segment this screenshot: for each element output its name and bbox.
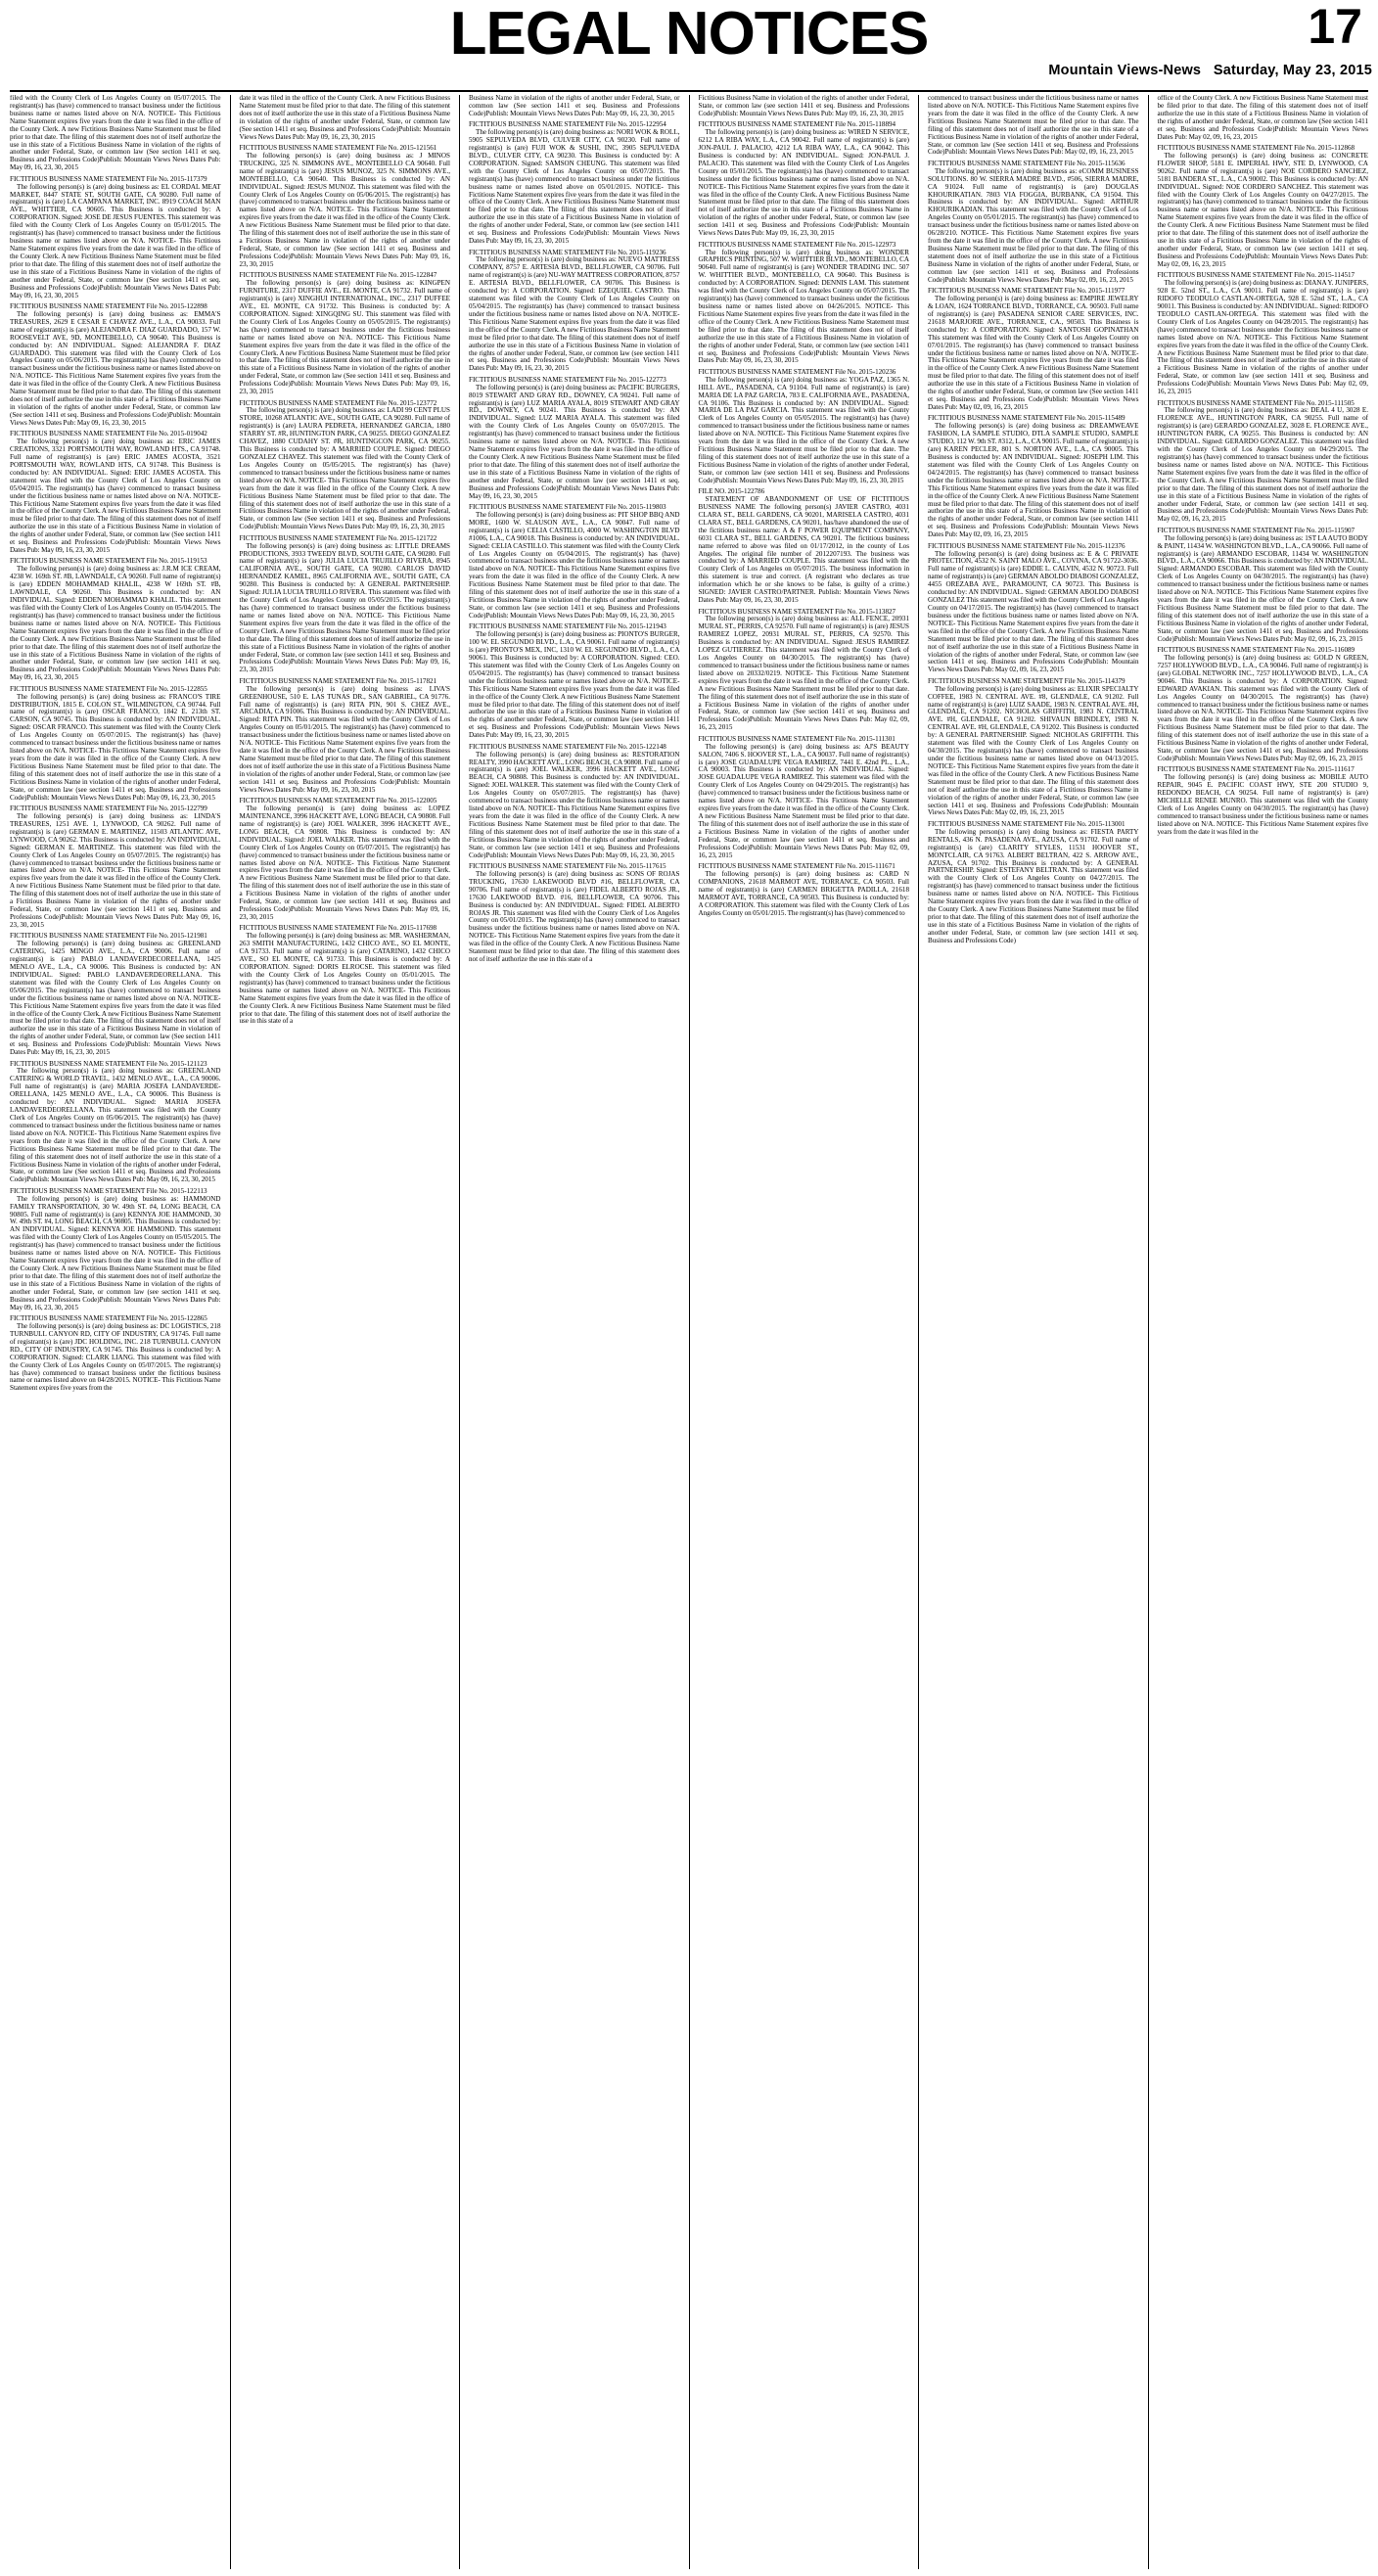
publication-name: Mountain Views-News bbox=[1048, 63, 1202, 78]
notice-body: The following person(s) is (are) doing business as: DEAL 4 U, 3028 E. FLORENCE AVE., HUNTINGTON PARK, CA 90255. Full name of registrant(s) is (are) GERARDO GONZALEZ, 3028 E. FLORENCE AVE., HUNTINGTON PARK, CA 90255. This Business is conducted by: AN INDIVIDUAL. Signed: GERARDO GONZALEZ. This statement was filed with the County Clerk of Los Angeles County on 04/29/2015. The registrant(s) has (have) commenced to transact business under the fictitious business name or names listed above on N/A. NOTICE- This Fictitious Name Statement expires five years from the date it was filed in the office of the County Clerk. A new Fictitious Business Name Statement must be filed prior to that date. The filing of this statement does not of itself authorize the use in this state of a Fictitious Business Name in violation of the rights of another under Federal, State, or common law (see section 1411 et seq. Business and Professions Code)Publish: Mountain Views News Dates Pub: May 02, 09, 16, 23, 2015 bbox=[1157, 406, 1368, 524]
notice-body: The following person(s) is (are) doing business as: LITTLE DREAMS PRODUCTIONS, 3933 TWEEDY BLVD, SOUTH GATE, CA 90280. Full name of registrant(s) is (are) JULIA LUCIA TRUJILLO RIVERA, 8945 CALIFORNIA AVE., SOUTH GATE, CA 90280. CARLOS DAVID HERNANDEZ KAMEL, 8965 CALIFORNIA AVE., SOUTH GATE, CA 90280. This Business is conducted by: A GENERAL PARTNERSHIP. Signed: JULIA LUCIA TRUJILLO RIVERA. This statement was filed with the County Clerk of Los Angeles County on 05/05/2015. The registrant(s) has (have) commenced to transact business under the fictitious business name or names listed above on N/A. NOTICE- This Fictitious Name Statement expires five years from the date it was filed in the office of the County Clerk. A new Fictitious Business Name Statement must be filed prior to that date. The filing of this statement does not of itself authorize the use in this state of a Fictitious Business Name in violation of the rights of another under Federal, State, or common law (see section 1411 et seq. Business and Professions Code)Publish: Mountain Views News Dates Pub: May 09, 16, 23, 30, 2015 bbox=[239, 541, 450, 674]
notice-heading: FICTITIOUS BUSINESS NAME STATEMENT File No. 2015-122113 bbox=[10, 1186, 207, 1195]
notice-heading: FICTITIOUS BUSINESS NAME STATEMENT File No. 2015-122954 bbox=[469, 120, 666, 129]
notice-body: The following person(s) is (are) doing business as: GREENLAND CATERING & WORLD TRAVEL, 1432 MENLO AVE., L.A., CA 90006. Full name of registrant(s) is (are) MARIA JOSEFA LANDAVERDE-ORELLANA, 1425 MENLO AVE., L.A., CA 90006. This Business is conducted by: AN INDIVIDUAL. Signed: MARIA JOSEFA LANDAVERDEORELLANA. This statement was filed with the County Clerk of Los Angeles County on 05/06/2015. The registrant(s) has (have) commenced to transact business under the fictitious business name or names listed above on N/A. NOTICE- This Fictitious Name Statement expires five years from the date it was filed in the office of the County Clerk. A new Fictitious Business Name Statement must be filed prior to that date. The filing of this statement does not of itself authorize the use in this state of a Fictitious Business Name in violation of the rights of another under Federal, State, or common law (See section 1411 et seq. Business and Professions Code)Publish: Mountain Views News Dates Pub: May 09, 16, 23, 30, 2015 bbox=[10, 1067, 221, 1184]
notice-body: The following person(s) is (are) doing business as: eCOMM BUSINESS SOLUTIONS. 80 W. SIERRA MADRE BLVD., #506, SIERRA MADRE, CA 91024. Full name of registrant(s) is (are) DOUGLAS KHOURIKATIAN. 7803 VIA FOGGIA, BURBANK, CA 91504. This Business is conducted by: AN INDIVIDUAL. Signed: ARTHUR KHOURIKADIAN. This statement was filed with the County Clerk of Los Angeles County on 05/01/2015. The registrant(s) has (have) commenced to transact business under the fictitious business name or names listed above on 06/28/210. NOTICE- This Fictitious Name Statement expires five years from the date it was filed in the office of the County Clerk. A new Fictitious Business Name Statement must be filed prior to that date. The filing of this statement does not of itself authorize the use in this state of a Fictitious Business Name in violation of the rights of another under Federal, State, or common law (see section 1411 et seq. Business and Professions Code)Publish: Mountain Views News Dates Pub: May 02, 09, 16, 23, 2015 bbox=[928, 166, 1139, 284]
notice-body: The following person(s) is (are) doing business as: AJ'S BEAUTY SALON, 7406 S. HOOVER ST., L.A., CA 90037. Full name of registrant(s) is (are) JOSE GUADALUPE VEGA RAMIREZ, 7441 E. 42nd PL., L.A., CA 90003. This Business is conducted by: AN INDIVIDUAL. Signed: JOSE GUADALUPE VEGA RAMIREZ. This statement was filed with the County Clerk of Los Angeles County on 04/29/2015. The registrant(s) has (have) commenced to transact business under the fictitious business name or names listed above on N/A. NOTICE- This Fictitious Name Statement expires five years from the date it was filed in the office of the County Clerk. A new Fictitious Business Name Statement must be filed prior to that date. The filing of this statement does not of itself authorize the use in this state of a Fictitious Business Name in violation of the rights of another under Federal, State, or common law (see section 1411 et seq. Business and Professions Code)Publish: Mountain Views News Dates Pub: May 02, 09, 16, 23, 2015 bbox=[698, 742, 909, 859]
notice-heading: FICTITIOUS BUSINESS NAME STATEMENT File No. 2015-119153 bbox=[10, 557, 207, 566]
notice-heading: FICTITIOUS BUSINESS NAME STATEMENT File No. 2015-111671 bbox=[698, 862, 896, 870]
notice-body: The following person(s) is (are) doing business as: LADI 99 CENT PLUS STORE, 10268 ATLANTIC AVE., SOUTH GATE, CA 90280. Full name of registrant(s) is (are) LAURA PEDRETA, HERNANDEZ GARCIA, 1880 STARRY ST. #R, HUNTINGTON PARK, CA 90255. DIEGO GONZALEZ CHAVEZ, 1880 CUDAHY ST. #R, HUNTINGCON PARK, CA 90255. This Business is conducted by: A MARRIED COUPLE. Signed: DIEGO GONZALEZ CHAVEZ. This statement was filed with the County Clerk of Los Angeles County on 05/05/2015. The registrant(s) has (have) commenced to transact business under the fictitious business name or names listed above on N/A. NOTICE- This Fictitious Name Statement expires five years from the date it was filed in the office of the County Clerk. A new Fictitious Business Name Statement must be filed prior to that date. The filing of this statement does not of itself authorize the use in this state of a Fictitious Business Name in violation of the rights of another under Federal, State, or common law (See section 1411 et seq. Business and Professions Code)Publish: Mountain Views News Dates Pub: May 09, 16, 23, 30, 2015 bbox=[239, 406, 450, 531]
column-3 bbox=[459, 95, 680, 2569]
notice-heading: FICTITIOUS BUSINESS NAME STATEMENT File No. 2015-119803 bbox=[469, 503, 666, 512]
notice-heading: FICTITIOUS BUSINESS NAME STATEMENT File No. 2015-121943 bbox=[469, 622, 666, 631]
notice-body: The following person(s) is (are) doing business as: CARD N COMPANIONS, 21618 MARMOT AVE, TORRANCE, CA 90503. Full name of registrant(s) is (are) CARMEN BRIGETTA PADILLA, 21618 MARMOT AVE, TORRANCE, CA 90503. This Business is conducted by: A CORPORATION. This statement was filed with the County Clerk of Los Angeles County on 05/01/2015. The registrant(s) has (have) commenced to bbox=[698, 869, 909, 917]
notice-heading: FICTITIOUS BUSINESS NAME STATEMENT File No. 2015-019042 bbox=[10, 430, 207, 438]
notice-heading: FICTITIOUS BUSINESS NAME STATEMENT File No. 2015-114517 bbox=[1157, 271, 1355, 280]
notice-heading: FICTITIOUS BUSINESS NAME STATEMENT File No. 2015-122773 bbox=[469, 375, 666, 384]
notice-body: The following person(s) is (are) doing business as: PACIFIC BURGERS, 8019 STEWART AND GRAY RD., DOWNEY, CA 90241. Full name of registrant(s) is (are) LUZ MARIA AYALA, 8019 STEWART AND GRAY RD., DOWNEY, CA 90241. This Business is conducted by: AN INDIVIDUAL. Signed: LUZ MARIA AYALA. This statement was filed with the County Clerk of Los Angeles County on 05/07/2015. The registrant(s) has (have) commenced to transact business under the fictitious business name or names listed above on N/A. NOTICE- This Fictitious Name Statement expires five years from the date it was filed in the office of the County Clerk. A new Fictitious Business Name Statement must be filed prior to that date. The filing of this statement does not of itself authorize the use in this state of a Fictitious Business Name in violation of the rights of another under Federal, State, or common law (see section 1411 et seq. Business and Professions Code)Publish: Mountain Views News Dates Pub: May 09, 16, 23, 30, 2015 bbox=[469, 383, 680, 500]
notice-body: The following person(s) is (are) doing business as: J MINOS TRUCKING, 325 N. SIMMONS AVE., MONTEBELLO CA 90640. Full name of registrant(s) is (are) JESUS MUNOZ, 325 N. SIMMONS AVE., MONTEBELLO, CA 90640. This Business is conducted by: AN INDIVIDUAL. Signed: JESUS MUNOZ. This statement was filed with the County Clerk of Los Angeles County on 05/06/2015. The registrant(s) has (have) commenced to transact business under the fictitious business name or names listed above on N/A. NOTICE- This Fictitious Name Statement expires five years from the date it was filed in the office of the County Clerk. A new Fictitious Business Name Statement must be filed prior to that date. The filing of this statement does not of itself authorize the use in this state of a Fictitious Business Name in violation of the rights of another under Federal, State, or common law (See section 1411 et seq. Business and Professions Code)Publish: Mountain Views News Dates Pub: May 09, 16, 23, 30, 2015 bbox=[239, 151, 450, 268]
notice-heading: FICTITIOUS BUSINESS NAME STATEMENT File No. 2015-122855 bbox=[10, 684, 207, 693]
notice-continuation: Business Name in violation of the rights of another under Federal, State, or common law (See section 1411 et seq. Business and Professions Code)Publish: Mountain Views News Dates Pub: May 09, 16, 23, 30, 2015 bbox=[469, 95, 680, 117]
notice-continuation: date it was filed in the office of the County Clerk. A new Fictitious Business Name Statement must be filed prior to that date. The filing of this statement does not of itself authorize the use in this state of a Fictitious Business Name in violation of the rights of another under Federal, State, or common law (See section 1411 et seq. Business and Professions Code)Publish: Mountain Views News Dates Pub: May 09, 16, 23, 30, 2015 bbox=[239, 95, 450, 141]
notice-heading: FICTITIOUS BUSINESS NAME STATEMENT File No. 2015-117615 bbox=[469, 862, 666, 870]
notice-heading: FICTITIOUS BUSINESS NAME STATEMENT File No. 2015-122847 bbox=[239, 271, 437, 280]
notice-body: The following person(s) is (are) doing business as: YOGA PAZ, 1365 N. HILL AVE., PASADENA, CA 91104. Full name of registrant(s) is (are) MARIA DE LA PAZ GARCIA, 783 E. CALIFORNIA AVE., PASADENA, CA 91106. This Business is conducted by: AN INDIVIDUAL. Signed: MARIA DE LA PAZ GARCIA. This statement was filed with the County Clerk of Los Angeles County on 05/05/2015. The registrant(s) has (have) commenced to transact business under the fictitious business name or names listed above on N/A. NOTICE- This Fictitious Name Statement expires five years from the date it was filed in the office of the County Clerk. A new Fictitious Business Name Statement must be filed prior to that date. The filing of this statement does not of itself authorize the use in this state of a Fictitious Business Name in violation of the rights of another under Federal, State, or common law (see section 1411 et seq. Business and Professions Code)Publish: Mountain Views News Dates Pub: May 09, 16, 23, 30, 2015 bbox=[698, 375, 909, 484]
notice-body: The following person(s) is (are) doing business as: ERIC JAMES CREATIONS, 3321 PORTSMOUTH WAY, ROWLAND HTS., CA 91748. Full name of registrant(s) is (are) ERIC JAMES ACOSTA, 3521 PORTSMOUTH WAY, ROWLAND HTS, CA 91748. This Business is conducted by: AN INDIVIDUAL. Signed: ERIC JAMES ACOSTA. This statement was filed with the County Clerk of Los Angeles County on 05/04/2015. The registrant(s) has (have) commenced to transact business under the fictitious business name or names listed above on N/A. NOTICE- This Fictitious Name Statement expires five years from the date it was filed in the office of the County Clerk. A new Fictitious Business Name Statement must be filed prior to that date. The filing of this statement does not of itself authorize the use in this state of a Fictitious Business Name in violation of the rights of another under Federal, State, or common law (See section 1411 et seq. Business and Professions Code)Publish: Mountain Views News Dates Pub: May 09, 16, 23, 30, 2015 bbox=[10, 437, 221, 555]
notice-heading: FICTITIOUS BUSINESS NAME STATEMENT File No. 2015-119236 bbox=[469, 248, 666, 256]
notice-body: The following person(s) is (are) doing business as: DIANA Y. JUNIPERS, 928 E. 52nd ST., L.A., CA 90011. Full name of registrant(s) is (are) RIDOFO TEODULO CASTLAN-ORTEGA, 928 E. 52nd ST., L.A., CA 90011. This Business is conducted by: AN INDIVIDUAL. Signed: RIDOFO TEODULO CASTLAN-ORTEGA. This statement was filed with the County Clerk of Los Angeles County on 04/28/2015. The registrant(s) has (have) commenced to transact business under the fictitious business name or names listed above on N/A. NOTICE- This Fictitious Name Statement expires five years from the date it was filed in the office of the County Clerk. A new Fictitious Business Name Statement must be filed prior to that date. The filing of this statement does not of itself authorize the use in this state of a Fictitious Business Name in violation of the rights of another under Federal, State, or common law (see section 1411 et seq. Business and Professions Code)Publish: Mountain Views News Dates Pub: May 02, 09, 16, 23, 2015 bbox=[1157, 279, 1368, 396]
notice-body: The following person(s) is (are) doing business as: HAMMOND FAMILY TRANSPORTATION, 30 W. 49th ST. #4, LONG BEACH, CA 90805. Full name of registrant(s) is (are) KENNYA JOE HAMMOND, 30 W. 49th ST. #4, LONG BEACH, CA 90805. This Business is conducted by: AN INDIVIDUAL. Signed: KENNYA JOE HAMMOND. This statement was filed with the County Clerk of Los Angeles County on 05/05/2015. The registrant(s) has (have) commenced to transact business under the fictitious business name or names listed above on N/A. NOTICE- This Fictitious Name Statement expires five years from the date it was filed in the office of the County Clerk. A new Fictitious Business Name Statement must be filed prior to that date. The filing of this statement does not of itself authorize the use in this state of a Fictitious Business Name in violation of the rights of another under Federal, State, or common law (see section 1411 et seq. Business and Professions Code)Publish: Mountain Views News Dates Pub: May 09, 16, 23, 30, 2015 bbox=[10, 1194, 221, 1311]
publication-date: Saturday, May 23, 2015 bbox=[1213, 63, 1372, 78]
notice-heading: FICTITIOUS BUSINESS NAME STATEMENT File No. 2015-111301 bbox=[698, 734, 896, 743]
notice-heading: FILE NO. 2015-122786 bbox=[698, 487, 765, 496]
notice-heading: FICTITIOUS BUSINESS NAME STATEMENT File No. 2015-112376 bbox=[928, 541, 1125, 550]
notice-body: The following person(s) is (are) doing business as: KINGPEN FURNITURE, 2317 DUFFIE AVE., EL MONTE, CA 91732. Full name of registrant(s) is (are) XINGHUI INTERNATIONAL, INC., 2317 DUFFEE AVE., EL MONTE, CA 91732. This Business is conducted by: A CORPORATION. Signed: XINGQING SU. This statement was filed with the County Clerk of Los Angeles County on 05/05/2015. The registrant(s) has (have) commenced to transact business under the fictitious business name or names listed above on N/A. NOTICE- This Fictitious Name Statement expires five years from the date it was filed in the office of the County Clerk. A new Fictitious Business Name Statement must be filed prior to that date. The filing of this statement does not of itself authorize the use in this state of a Fictitious Business Name in violation of the rights of another under Federal, State, or common law (See section 1411 et seq. Business and Professions Code)Publish: Mountain Views News Dates Pub: May 09, 16, 23, 30, 2015 bbox=[239, 279, 450, 396]
masthead-subline bbox=[1048, 63, 1372, 78]
notice-heading: FICTITIOUS BUSINESS NAME STATEMENT File No. 2015-118894 bbox=[698, 120, 896, 129]
notice-body: The following person(s) is (are) doing business as: EMPIRE JEWELRY & LOAN, 1624 TORRANCE BLVD., TORRANCE, CA. 90503. Full name of registrant(s) is (are) PASADENA SENIOR CARE SERVICES, INC. 21618 MARJORIE AVE., TORRANCE, CA., 90503. This Business is conducted by: A CORPORATION. Signed: SANTOSH GOPINATHAN This statement was filed with the County Clerk of Los Angeles County on 07/01/2015. The registrant(s) has (have) commenced to transact business under the fictitious business name or names listed above on N/A. NOTICE- This Fictitious Name Statement expires five years from the date it was filed in the office of the County Clerk. A new Fictitious Business Name Statement must be filed prior to that date. The filing of this statement does not of itself authorize the use in this state of a Fictitious Business Name in violation of the rights of another under Federal, State, or common law (See section 1411 et seq. Business and Professions Code)Publish: Mountain Views News Dates Pub: May 02, 09, 16, 23, 2015 bbox=[928, 295, 1139, 411]
notice-continuation: office of the County Clerk. A new Fictitious Business Name Statement must be filed prior to that date. The filing of this statement does not of itself authorize the use in this state of a Fictitious Business Name in violation of the rights of another under Federal, State, or common law (See section 1411 et seq. Business and Professions Code)Publish: Mountain Views News Dates Pub: May 02, 09, 16, 23, 2015 bbox=[1157, 95, 1368, 141]
notice-heading: FICTITIOUS BUSINESS NAME STATEMENT File No. 2015-111505 bbox=[1157, 398, 1355, 407]
notice-body: The following person(s) is (are) doing business as: DC LOGISTICS, 218 TURNBULL CANYON RD, CITY OF INDUSTRY, CA 91745. Full name of registrant(s) is (are) JDC HOLDING, INC. 218 TURNBULL CANYON RD., CITY OF INDUSTRY, CA 91745. This Business is conducted by: A CORPORATION. Signed: CLARK LIANG. This statement was filed with the County Clerk of Los Angeles County on 05/07/2015. The registrant(s) has (have) commenced to transact business under the fictitious business name or names listed above on 04/28/2015. NOTICE- This Fictitious Name Statement expires five years from the bbox=[10, 1321, 221, 1393]
notice-heading: FICTITIOUS BUSINESS NAME STATEMENT File No. 2015-121722 bbox=[239, 533, 437, 542]
column-2 bbox=[230, 95, 451, 2569]
notice-body: The following person(s) is (are) doing business as: NORI WOK & ROLL, 5905 SEPULVEDA BLVD, CULVER CITY, CA 90230. Full name of registrant(s) is (are) FUJI WOK & SUSHI, INC, 3905 SEPULVEDA BLVD., CULVER CITY, CA 90230. This Business is conducted by: A CORPORATION. Signed: SAMSON CHEUNG. This statement was filed with the County Clerk of Los Angeles County on 05/07/2015. The registrant(s) has (have) commenced to transact business under the fictitious business name or names listed above on 05/01/2015. NOTICE- This Fictitious Name Statement expires five years from the date it was filed in the office of the County Clerk. A new Fictitious Business Name Statement must be filed prior to that date. The filing of this statement does not of itself authorize the use in this state of a Fictitious Business Name in violation of the rights of another under Federal, State, or common law (see section 1411 et seq. Business and Professions Code)Publish: Mountain Views News Dates Pub: May 09, 16, 23, 30, 2015 bbox=[469, 128, 680, 246]
column-5 bbox=[918, 95, 1139, 2569]
notice-body: The following person(s) is (are) doing business as: LIVA'S GREENHOUSE, 510 E. LAS TUNAS DR., SAN GABRIEL, CA 91776. Full name of registrant(s) is (are) RITA PIN, 901 S. CHEZ AVE., ARCADIA, CA 91006. This Business is conducted by: AN INDIVIDUAL. Signed: RITA PIN. This statement was filed with the County Clerk of Los Angeles County on 05/01/2015. The registrant(s) has (have) commenced to transact business under the fictitious business name or names listed above on N/A. NOTICE- This Fictitious Name Statement expires five years from the date it was filed in the office of the County Clerk. A new Fictitious Business Name Statement must be filed prior to that date. The filing of this statement does not of itself authorize the use in this state of a Fictitious Business Name in violation of the rights of another under Federal, State, or common law (see section 1411 et seq. Business and Professions Code)Publish: Mountain Views News Dates Pub: May 09, 16, 23, 30, 2015 bbox=[239, 684, 450, 794]
notice-heading: FICTITIOUS BUSINESS NAME STATEMENT File No. 2015-117698 bbox=[239, 924, 437, 933]
notice-body: The following person(s) is (are) doing business as: RESTORATION REALTY, 3990 HACKETT AVE., LONG BEACH, CA 90808. Full name of registrant(s) is (are) JOEL WALKER, 3996 HACKETT AVE., LONG BEACH, CA 90808. This Business is conducted by: AN INDIVIDUAL. Signed: JOEL WALKER. This statement was filed with the County Clerk of Los Angeles County on 05/07/2015. The registrant(s) has (have) commenced to transact business under the fictitious business name or names listed above on N/A. NOTICE- This Fictitious Name Statement expires five years from the date it was filed in the office of the County Clerk. A new Fictitious Business Name Statement must be filed prior to that date. The filing of this statement does not of itself authorize the use in this state of a Fictitious Business Name in violation of the rights of another under Federal, State, or common law (see section 1411 et seq. Business and Professions Code)Publish: Mountain Views News Dates Pub: May 09, 16, 23, 30, 2015 bbox=[469, 750, 680, 859]
notice-continuation: commenced to transact business under the fictitious business name or names listed above on N/A. NOTICE- This Fictitious Name Statement expires five years from the date it was filed in the office of the County Clerk. A new Fictitious Business Name Statement must be filed prior to that date. The filing of this statement does not of itself authorize the use in this state of a Fictitious Business Name in violation of the rights of another under Federal, State, or common law (See section 1411 et seq. Business and Professions Code)Publish: Mountain Views News Dates Pub: May 02, 09, 16, 23, 2015 bbox=[928, 95, 1139, 157]
notice-body: The following person(s) is (are) doing business as: LINDA'S TREASURES, 1251 AVE. 1, LYNWOOD, CA 90262. Full name of registrant(s) is (are) GERMAN E. MARTINEZ, 11503 ATLANTIC AVE, LYNWOOD, CA 90262. This Business is conducted by: AN INDIVIDUAL. Signed: GERMAN E. MARTINEZ. This statement was filed with the County Clerk of Los Angeles County on 05/07/2015. The registrant(s) has (have) commenced to transact business under the fictitious business name or names listed above on N/A. NOTICE- This Fictitious Name Statement expires five years from the date it was filed in the office of the County Clerk. A new Fictitious Business Name Statement must be filed prior to that date. The filing of this statement does not of itself authorize the use in this state of a Fictitious Business Name in violation of the rights of another under Federal, State, or common law (see section 1411 et seq. Business and Professions Code)Publish: Mountain Views News Dates Pub: May 09, 16, 23, 30, 2015 bbox=[10, 811, 221, 929]
notice-heading: FICTITIOUS BUSINESS NAME STATEMENT File No. 2015-114379 bbox=[928, 676, 1125, 685]
legal-notice-columns bbox=[10, 95, 1368, 2569]
notice-heading: FICTITIOUS BUSINESS NAME STATEMENT File No. 2015-117821 bbox=[239, 676, 437, 685]
notice-heading: FICTITIOUS BUSINESS NAME STATEMENT File No. 2015-122865 bbox=[10, 1314, 207, 1323]
notice-body: The following person(s) is (are) doing business as: GOLD N GREEN, 7257 HOLLYWOOD BLVD., L.A., CA 90046. Full name of registrant(s) is (are) GLOBAL NETWORK INC., 7257 HOLLYWOOD BLVD., L.A., CA 90046. This Business is conducted by: A CORPORATION. Signed: EDWARD AVAKIAN. This statement was filed with the County Clerk of Los Angeles County on 04/30/2015. The registrant(s) has (have) commenced to transact business under the fictitious business name or names listed above on N/A. NOTICE- This Fictitious Name Statement expires five years from the date it was filed in the office of the County Clerk. A new Fictitious Business Name Statement must be filed prior to that date. The filing of this statement does not of itself authorize the use in this state of a Fictitious Business Name in violation of the rights of another under Federal, State, or common law (see section 1411 et seq. Business and Professions Code)Publish: Mountain Views News Dates Pub: May 02, 09, 16, 23, 2015 bbox=[1157, 654, 1368, 763]
notice-heading: FICTITIOUS BUSINESS NAME STATEMENT File No. 2015-121561 bbox=[239, 144, 437, 153]
notice-heading: FICTITIOUS BUSINESS NAME STATEMENT File No. 2015-122799 bbox=[10, 805, 207, 813]
notice-heading: FICTITIOUS BUSINESS NAME STATEMENT File No. 2015-115907 bbox=[1157, 526, 1355, 534]
masthead-divider bbox=[10, 90, 1368, 92]
notice-heading: FICTITIOUS BUSINESS NAME STATEMENT File No. 2015-111977 bbox=[928, 287, 1125, 296]
notice-heading: FICTITIOUS BUSINESS NAME STATEMENT File No. 2015-120236 bbox=[698, 367, 896, 376]
notice-body: The following person(s) is (are) doing business as: WONDER GRAPHICS PRINTING, 507 W. WHITTIER BLVD., MONTEBELLO, CA 90640. Full name of registrant(s) is (are) WONDER TRADING INC. 507 W. WHITTIER BLVD., MONTEBELLO, CA 90640. This Business is conducted by: A CORPORATION. Signed: DENNIS LAM. This statement was filed with the County Clerk of Los Angeles County on 05/07/2015. The registrant(s) has (have) commenced to transact business under the fictitious business name or names listed above on 04/26/2015. NOTICE- This Fictitious Name Statement expires five years from the date it was filed in the office of the County Clerk. A new Fictitious Business Name Statement must be filed prior to that date. The filing of this statement does not of itself authorize the use in this state of a Fictitious Business Name in violation of the rights of another under Federal, State, or common law (see section 1411 et seq. Business and Professions Code)Publish: Mountain Views News Dates Pub: May 09, 16, 23, 30, 2015 bbox=[698, 248, 909, 365]
notice-heading: FICTITIOUS BUSINESS NAME STATEMENT File No. 2015-111617 bbox=[1157, 765, 1355, 774]
notice-heading: FICTITIOUS BUSINESS NAME STATEMENT File No. 2015-122973 bbox=[698, 240, 896, 249]
notice-body: The following person(s) is (are) doing business as: PIT SHOP BBQ AND MORE, 1600 W. SLAUSON AVE., L.A., CA 90047. Full name of registrant(s) is (are) CELIA CASTILLO, 4000 W. WASHINGTON BLVD #1006, L.A., CA 90018. This Business is conducted by: AN INDIVIDUAL. Signed: CELIA CASTILLO. This statement was filed with the County Clerk of Los Angeles County on 05/04/2015. The registrant(s) has (have) commenced to transact business under the fictitious business name or names listed above on N/A. NOTICE- This Fictitious Name Statement expires five years from the date it was filed in the office of the County Clerk. A new Fictitious Business Name Statement must be filed prior to that date. The filing of this statement does not of itself authorize the use in this state of a Fictitious Business Name in violation of the rights of another under Federal, State, or common law (see section 1411 et seq. Business and Professions Code)Publish: Mountain Views News Dates Pub: May 09, 16, 23, 30, 2015 bbox=[469, 510, 680, 620]
notice-heading: FICTITIOUS BUSINESS NAME STATEMENT File No. 2015-117379 bbox=[10, 174, 207, 183]
notice-body: The following person(s) is (are) doing business as: EL CORDAL MEAT MARKET, 8447 STATE ST, SOUTH GATE, CA 90280. Full name of registrant(s) is (are) LA CAMPANA MARKET, INC. 8919 COACH MAN AVE., WHITTIER, CA 90605. This Business is conducted by: A CORPORATION. Signed: JOSE DE JESUS FUENTES. This statement was filed with the County Clerk of Los Angeles County on 05/01/2015. The registrant(s) has (have) commenced to transact business under the fictitious business name or names listed above on N/A. NOTICE- This Fictitious Name Statement expires five years from the date it was filed in the office of the County Clerk. A new Fictitious Business Name Statement must be filed prior to that date. The filing of this statement does not of itself authorize the use in this state of a Fictitious Business Name in violation of the rights of another under Federal, State, or common law (See section 1411 et seq. Business and Professions Code)Publish: Mountain Views News Dates Pub: May 09, 16, 23, 30, 2015 bbox=[10, 182, 221, 299]
notice-body: The following person(s) is (are) doing business as: GREENLAND CATERING, 1425 MINGO AVE., L.A., CA 90006. Full name of registrant(s) is (are) PABLO LANDAVERDECORELLANA, 1425 MENLO AVE., L.A., CA 90006. This Business is conducted by: AN INDIVIDUAL. Signed: PABLO LANDAVERDEORELLANA. This statement was filed with the County Clerk of Los Angeles County on 05/06/2015. The registrant(s) has (have) commenced to transact business under the fictitious business name or names listed above on N/A. NOTICE- This Fictitious Name Statement expires five years from the date it was filed in the office of the County Clerk. A new Fictitious Business Name Statement must be filed prior to that date. The filing of this statement does not of itself authorize the use in this state of a Fictitious Business Name in violation of the rights of another under Federal, State, or common law (See section 1411 et seq. Business and Professions Code)Publish: Mountain Views News Dates Pub: May 09, 16, 23, 30, 2015 bbox=[10, 940, 221, 1057]
notice-body: The following person(s) is (are) doing business as: FRANCO'S TIRE DISTRIBUTION, 1815 E. COLON ST., WILMINGTON, CA 90744. Full name of registrant(s) is (are) OSCAR FRANCO, 1842 E. 213th ST. CARSON, CA 90745. This Business is conducted by: AN INDIVIDUAL. Signed: OSCAR FRANCO. This statement was filed with the County Clerk of Los Angeles County on 05/07/2015. The registrant(s) has (have) commenced to transact business under the fictitious business name or names listed above on N/A. NOTICE- This Fictitious Name Statement expires five years from the date it was filed in the office of the County Clerk. A new Fictitious Business Name Statement must be filed prior to that date. The filing of this statement does not of itself authorize the use in this state of a Fictitious Business Name in violation of the rights of another under Federal, State, or common law (see section 1411 et seq. Business and Professions Code)Publish: Mountain Views News Dates Pub: May 09, 16, 23, 30, 2015 bbox=[10, 692, 221, 802]
notice-body: The following person(s) is (are) doing business as: CONCRETE FLOWER SHOP, 5181 E. IMPERIAL HWY, STE D, LYNWOOD, CA 90262. Full name of registrant(s) is (are) NOE CORDERO SANCHEZ, 5181 BANDERA ST., L.A., CA 90002. This Business is conducted by: AN INDIVIDUAL. Signed: NOE CORDERO SANCHEZ. This statement was filed with the County Clerk of Los Angeles County on 04/27/2015. The registrant(s) has (have) commenced to transact business under the fictitious business name or names listed above on N/A. NOTICE- This Fictitious Name Statement expires five years from the date it was filed in the office of the County Clerk. A new Fictitious Business Name Statement must be filed prior to that date. The filing of this statement does not of itself authorize the use in this state of a Fictitious Business Name in violation of the rights of another under Federal, State, or common law (see section 1411 et seq. Business and Professions Code)Publish: Mountain Views News Dates Pub: May 02, 09, 16, 23, 2015 bbox=[1157, 151, 1368, 268]
notice-body: The following person(s) is (are) doing business as: E & C PRIVATE PROTECTION, 4532 N. SAINT MALO AVE., COVINA, CA 91722-3036. Full name of registrant(s) is (are) EDDIE L. CALVIN, 4532 N. 90723. Full name of registrant(s) is (are) GERMAN ABOLDO DIABOSI GONZALEZ, 4455 OREZABA AVE., PARAMOUNT, CA 90723. This Business is conducted by: AN INDIVIDUAL. Signed: GERMAN ABOLDO DIABOSI GONZALEZ This statement was filed with the County Clerk of Los Angeles County on 04/17/2015. The registrant(s) has (have) commenced to transact business under the fictitious business name or names listed above on N/A. NOTICE- This Fictitious Name Statement expires five years from the date it was filed in the office of the County Clerk. A new Fictitious Business Name Statement must be filed prior to that date. The filing of this statement does not of itself authorize the use in this state of a Fictitious Business Name in violation of the rights of another under Federal, State, or common law (see section 1411 et seq. Business and Professions Code)Publish: Mountain Views News Dates Pub: May 02, 09, 16, 23, 2015 bbox=[928, 549, 1139, 674]
notice-heading: FICTITIOUS BUSINESS NAME STATEMENT File No. 2015-122148 bbox=[469, 742, 666, 751]
notice-heading: FICTITIOUS BUSINESS NAME STATEMENT File No. 2015-112868 bbox=[1157, 144, 1355, 153]
notice-heading: FICTITIOUS BUSINESS NAME STATEMENT File No. 2015-122005 bbox=[239, 797, 437, 805]
notice-continuation: filed with the County Clerk of Los Angeles County on 05/07/2015. The registrant(s) has (have) commenced to transact business under the fictitious business name or names listed above on N/A. NOTICE- This Fictitious Name Statement expires five years from the date it was filed in the office of the County Clerk. A new Fictitious Business Name Statement must be filed prior to that date. The filing of this statement does not of itself authorize the use in this state of a Fictitious Business Name in violation of the rights of another under Federal, State, or common law (See section 1411 et seq. Business and Professions Code)Publish: Mountain Views News Dates Pub: May 09, 16, 23, 30, 2015 bbox=[10, 95, 221, 172]
notice-heading: FICTITIOUS BUSINESS NAME STATEMENT File No. 2015-121123 bbox=[10, 1059, 207, 1068]
notice-heading: FICTITIOUS BUSINESS NAME STATEMENT File No. 2015-116089 bbox=[1157, 646, 1355, 655]
notice-body: The following person(s) is (are) doing business as: SONS OF ROJAS TRUCKING, 17630 LAKEWOOD BLVD #16, BELLFLOWER, CA 90706. Full name of registrant(s) is (are) FIDEL ALBERTO ROJAS JR., 17630 LAKEWOOD BLVD. #16, BELLFLOWER, CA 90706. This Business is conducted by: AN INDIVIDUAL. Signed: FIDEL ALBERTO ROJAS JR. This statement was filed with the County Clerk of Los Angeles County on 05/01/2015. The registrant(s) has (have) commenced to transact business under the fictitious business name or names listed above on N/A. NOTICE- This Fictitious Name Statement expires five years from the date it was filed in the office of the County Clerk. A new Fictitious Business Name Statement must be filed prior to that date. The filing of this statement does not of itself authorize the use in this state of a bbox=[469, 869, 680, 964]
column-1 bbox=[10, 95, 221, 2569]
notice-heading: FICTITIOUS BUSINESS NAME STATEMENT File No. 2015-121981 bbox=[10, 932, 207, 941]
notice-body: The following person(s) is (are) doing business as: WIRED N SERVICE, 6212 LA RIBA WAY, L.A., CA 90042. Full name of registrant(s) is (are) JON-PAUL J. PALACIO, 4212 LA RIBA WAY, L.A., CA 90042. This Business is conducted by: AN INDIVIDUAL. Signed: JON-PAUL J. PALACIO. This statement was filed with the County Clerk of Los Angeles County on 05/01/2015. The registrant(s) has (have) commenced to transact business under the fictitious business name or names listed above on N/A. NOTICE- This Fictitious Name Statement expires five years from the date it was filed in the office of the County Clerk. A new Fictitious Business Name Statement must be filed prior to that date. The filing of this statement does not of itself authorize the use in this state of a Fictitious Business Name in violation of the rights of another under Federal, State, or common law (see section 1411 et seq. Business and Professions Code)Publish: Mountain Views News Dates Pub: May 09, 16, 23, 30, 2015 bbox=[698, 128, 909, 238]
notice-body: The following person(s) is (are) doing business as: MOBILE AUTO REPAIR, 9045 E. PACIFIC COAST HWY, STE 200 STUDIO 9, REDONDO BEACH, CA 90254. Full name of registrant(s) is (are) MICHELLE RENEE MUNRO. This statement was filed with the County Clerk of Los Angeles County on 04/30/2015. The registrant(s) has (have) commenced to transact business under the fictitious business name or names listed above on N/A. NOTICE- This Fictitious Name Statement expires five years from the date it was filed in the bbox=[1157, 773, 1368, 836]
notice-body: STATEMENT OF ABANDONMENT OF USE OF FICTITIOUS BUSINESS NAME The following person(s) JAVIER CASTRO, 4031 CLARA ST., BELL GARDENS, CA 90201, MARISELA CASTRO, 4031 CLARA ST., BELL GARDENS, CA 90201, has/have abandoned the use of the fictitious business name: A & F POWER EQUIPMENT COMPANY, 6031 CLARA ST., BELL GARDENS, CA 90201. The fictitious business name referred to above was filed on 01/17/2012, in the county of Los Angeles. The original file number of 2012207193. The business was conducted by: A MARRIED COUPLE. This statement was filed with the County Clerk of Los Angeles on 05/07/2015. The business information in this statement is true and correct. (A registrant who declares as true information which he or she knows to be false, is guilty of a crime.) SIGNED: JAVIER CASTRO/PARTNER. Publish: Mountain Views News Dates Pub: May 09, 16, 23, 30, 2015 bbox=[698, 495, 909, 605]
notice-body: The following person(s) is (are) doing business as: PIONTO'S BURGER, 100 W. EL SEGUNDO BLVD., L.A., CA 90061. Full name of registrant(s) is (are) PRONTO'S MEX, INC, 1310 W. EL SEGUNDO BLVD., L.A., CA 90061. This Business is conducted by: A CORPORATION. Signed: CEO. This statement was filed with the County Clerk of Los Angeles County on 05/04/2015. The registrant(s) has (have) commenced to transact business under the fictitious business name or names listed above on N/A. NOTICE- This Fictitious Name Statement expires five years from the date it was filed in the office of the County Clerk. A new Fictitious Business Name Statement must be filed prior to that date. The filing of this statement does not of itself authorize the use in this state of a Fictitious Business Name in violation of the rights of another under Federal, State, or common law (see section 1411 et seq. Business and Professions Code)Publish: Mountain Views News Dates Pub: May 09, 16, 23, 30, 2015 bbox=[469, 630, 680, 740]
notice-continuation: Fictitious Business Name in violation of the rights of another under Federal, State, or common law (see section 1411 et seq. Business and Professions Code)Publish: Mountain Views News Dates Pub: May 09, 16, 23, 30, 2015 bbox=[698, 95, 909, 117]
notice-heading: FICTITIOUS BUSINESS NAME STATEMENT File No. 2015-113001 bbox=[928, 819, 1125, 828]
notice-body: The following person(s) is (are) doing business as: LOPEZ MAINTENANCE, 3996 HACKETT AVE, LONG BEACH, CA 90808. Full name of registrant(s) is (are) JOEL WALKER, 3996 HACKETT AVE., LONG BEACH, CA 90808. This Business is conducted by: AN INDIVIDUAL. Signed: JOEL WALKER. This statement was filed with the County Clerk of Los Angeles County on 05/07/2015. The registrant(s) has (have) commenced to transact business under the fictitious business name or names listed above on N/A. NOTICE- This Fictitious Name Statement expires five years from the date it was filed in the office of the County Clerk. A new Fictitious Business Name Statement must be filed prior to that date. The filing of this statement does not of itself authorize the use in this state of a Fictitious Business Name in violation of the rights of another under Federal, State, or common law (see section 1411 et seq. Business and Professions Code)Publish: Mountain Views News Dates Pub: May 09, 16, 23, 30, 2015 bbox=[239, 805, 450, 921]
notice-heading: FICTITIOUS BUSINESS NAME STATEMENT File No. 2015-123772 bbox=[239, 398, 437, 407]
column-6 bbox=[1148, 95, 1369, 2569]
notice-body: The following person(s) is (are) doing business as: FIESTA PARTY RENTALS, 436 N. PASADENA AVE., AZUSA, CA 91702. Full name of registrant(s) is (are) CLARITY STYLES, 11531 HOOVER ST., MONTCLAIR, CA 91763. ALBERT BELTRAN, 422 S. ARROW AVE., AZUSA, CA 91702. This Business is conducted by: A GENERAL PARTNERSHIP. Signed: ESTEFANY BELTRAN. This statement was filed with the County Clerk of Los Angeles County on 04/27/2015. The registrant(s) has (have) commenced to transact business under the fictitious business name or names listed above on N/A. NOTICE- This Fictitious Name Statement expires five years from the date it was filed in the office of the County Clerk. A new Fictitious Business Name Statement must be filed prior to that date. The filing of this statement does not of itself authorize the use in this state of a Fictitious Business Name in violation of the rights of another under Federal, State, or common law (see section 1411 et seq. Business and Professions Code) bbox=[928, 827, 1139, 944]
notice-heading: FICTITIOUS BUSINESS NAME STATEMENT File No. 2015-113827 bbox=[698, 607, 896, 616]
notice-body: The following person(s) is (are) doing business as: NUEVO MATTRESS COMPANY, 8757 E. ARTESIA BLVD., BELLFLOWER, CA 90706. Full name of registrant(s) is (are) NU-WAY MATTRESS CORPORATION, 8757 E. ARTESIA BLVD., BELLFLOWER, CA 90706. This Business is conducted by: A CORPORATION. Signed: EZEQUIEL CASTRO. This statement was filed with the County Clerk of Los Angeles County on 05/04/2015. The registrant(s) has (have) commenced to transact business under the fictitious business name or names listed above on N/A. NOTICE- This Fictitious Name Statement expires five years from the date it was filed in the office of the County Clerk. A new Fictitious Business Name Statement must be filed prior to that date. The filing of this statement does not of itself authorize the use in this state of a Fictitious Business Name in violation of the rights of another under Federal, State, or common law (see section 1411 et seq. Business and Professions Code)Publish: Mountain Views News Dates Pub: May 09, 16, 23, 30, 2015 bbox=[469, 255, 680, 373]
notice-body: The following person(s) is (are) doing business as: MR. WASHERMAN, 263 SMITH MANUFACTURING, 1432 CHICO AVE., SO EL MONTE, CA 91733. Full name of registrant(s) is (are) CATARINO, 1432 CHICO AVE., SO EL MONTE, CA 91733. This Business is conducted by: A CORPORATION. Signed: DORIS ELROCSE. This statement was filed with the County Clerk of Los Angeles County on 05/01/2015. The registrant(s) has (have) commenced to transact business under the fictitious business name or names listed above on N/A. NOTICE- This Fictitious Name Statement expires five years from the date it was filed in the office of the County Clerk. A new Fictitious Business Name Statement must be filed prior to that date. The filing of this statement does not of itself authorize the use in this state of a bbox=[239, 932, 450, 1026]
notice-body: The following person(s) is (are) doing business as: 1ST LA AUTO BODY & PAINT, 11434 W. WASHINGTON BLVD., L.A., CA 90066. Full name of registrant(s) is (are) ARMANDO ESCOBAR, 11434 W. WASHINGTON BLVD., L.A., CA 90066. This Business is conducted by: AN INDIVIDUAL. Signed: ARMANDO ESCOBAR. This statement was filed with the County Clerk of Los Angeles County on 04/30/2015. The registrant(s) has (have) commenced to transact business under the fictitious business name or names listed above on N/A. NOTICE- This Fictitious Name Statement expires five years from the date it was filed in the office of the County Clerk. A new Fictitious Business Name Statement must be filed prior to that date. The filing of this statement does not of itself authorize the use in this state of a Fictitious Business Name in violation of the rights of another under Federal, State, or common law (see section 1411 et seq. Business and Professions Code)Publish: Mountain Views News Dates Pub: May 02, 09, 16, 23, 2015 bbox=[1157, 533, 1368, 643]
page-title: LEGAL NOTICES bbox=[449, 0, 929, 68]
notice-body: The following person(s) is (are) doing business as: ALL FENCE, 20931 MURAL ST., PERRIS, CA 92570. Full name of registrant(s) is (are) JESUS RAMIREZ LOPEZ, 20931 MURAL ST., PERRIS, CA 92570. This Business is conducted by: AN INDIVIDUAL. Signed: JESUS RAMIREZ LOPEZ GUTIERREZ. This statement was filed with the County Clerk of Los Angeles County on 04/30/2015. The registrant(s) has (have) commenced to transact business under the fictitious business name or names listed above on 20332/0219. NOTICE- This Fictitious Name Statement expires five years from the date it was filed in the office of the County Clerk. A new Fictitious Business Name Statement must be filed prior to that date. The filing of this statement does not of itself authorize the use in this state of a Fictitious Business Name in violation of the rights of another under Federal, State, or common law (See section 1411 et seq. Business and Professions Code)Publish: Mountain Views News Dates Pub: May 02, 09, 16, 23, 2015 bbox=[698, 615, 909, 732]
notice-body: The following person(s) is (are) doing business as: ELIXIR SPECIALTY COFFEE, 1983 N. CENTRAL AVE. #8, GLENDALE, CA 91202. Full name of registrant(s) is (are) LUIZ SAADE, 1983 N. CENTRAL AVE. #H, GLENDALE, CA 91202. NICHOLAS GRIFFITH, 1983 N. CENTRAL AVE. #H, GLENDALE, CA 91202. SHIVAUN BRINDLEY, 1983 N. CENTRAL AVE. #H, GLENDALE, CA 91202. This Business is conducted by: A GENERAL PARTNERSHIP. Signed: NICHOLAS GRIFFITH. This statement was filed with the County Clerk of Los Angeles County on 04/30/2015. The registrant(s) has (have) commenced to transact business under the fictitious business name or names listed above on 04/13/2015. NOTICE- This Fictitious Name Statement expires five years from the date it was filed in the office of the County Clerk. A new Fictitious Business Name Statement must be filed prior to that date. The filing of this statement does not of itself authorize the use in this state of a Fictitious Business Name in violation of the rights of another under Federal, State, or common law (see section 1411 et seq. Business and Professions Code)Publish: Mountain Views News Dates Pub: May 02, 09, 16, 23, 2015 bbox=[928, 684, 1139, 817]
notice-heading: FICTITIOUS BUSINESS NAME STATEMENT File No. 2015-115489 bbox=[928, 414, 1125, 423]
notice-heading: FICTITIOUS BUSINESS NAME STATEMENT File No. 2015-115636 bbox=[928, 159, 1125, 167]
notice-heading: FICTITIOUS BUSINESS NAME STATEMENT File No. 2015-122898 bbox=[10, 301, 207, 310]
notice-body: The following person(s) is (are) doing business as: J.R.M ICE CREAM, 4238 W. 169th ST. #B, LAWNDALE, CA 90260. Full name of registrant(s) is (are) EDDEN MOHAMMAD KHALIL, 4238 W 169th ST. #B, LAWNDALE, CA 90260. This Business is conducted by: AN INDIVIDUAL. Signed: EDDEN MOHAMMAD KHALIL. This statement was filed with the County Clerk of Los Angeles County on 05/04/2015. The registrant(s) has (have) commenced to transact business under the fictitious business name or names listed above on N/A. NOTICE- This Fictitious Name Statement expires five years from the date it was filed in the office of the County Clerk. A new Fictitious Business Name Statement must be filed prior to that date. The filing of this statement does not of itself authorize the use in this state of a Fictitious Business Name in violation of the rights of another under Federal, State, or common law (see section 1411 et seq. Business and Professions Code)Publish: Mountain Views News Dates Pub: May 09, 16, 23, 30, 2015 bbox=[10, 565, 221, 682]
page-number: 17 bbox=[1308, 0, 1362, 54]
column-4 bbox=[689, 95, 910, 2569]
notice-body: The following person(s) is (are) doing business as: DREAMWEAVE FASHION, LA SAMPLE STUDIO, DTLA SAMPLE STUDIO, SAMPLE STUDIO, 112 W. 9th ST. #312, L.A., CA 90015. Full name of registrant(s) is (are) KAREN PECLER, 801 S. NORTON AVE., L.A., CA 90005. This Business is conducted by: AN INDIVIDUAL. Signed: JOSEPH LIM. This statement was filed with the County Clerk of Los Angeles County on 04/24/2015. The registrant(s) has (have) commenced to transact business under the fictitious business name or names listed above on N/A. NOTICE- This Fictitious Name Statement expires five years from the date it was filed in the office of the County Clerk. A new Fictitious Business Name Statement must be filed prior to that date. The filing of this statement does not of itself authorize the use in this state of a Fictitious Business Name in violation of the rights of another under Federal, State, or common law (see section 1411 et seq. Business and Professions Code)Publish: Mountain Views News Dates Pub: May 02, 09, 16, 23, 2015 bbox=[928, 422, 1139, 539]
notice-body: The following person(s) is (are) doing business as: EMMA'S TREASURES, 2629 E CESAR E CHAVEZ AVE., L.A., CA 90033. Full name of registrant(s) is (are) ALEJANDRA F. DIAZ GUARDADO, 157 W. ROOSEVELT AVE, 9D, MONTEBELLO, CA 90640. This Business is conducted by: AN INDIVIDUAL. Signed: ALEJANDRA F. DIAZ GUARDADO. This statement was filed with the County Clerk of Los Angeles County on 05/06/2015. The registrant(s) has (have) commenced to transact business under the fictitious business name or names listed above on N/A. NOTICE- This Fictitious Name Statement expires five years from the date it was filed in the office of the County Clerk. A new Fictitious Business Name Statement must be filed prior to that date. The filing of this statement does not of itself authorize the use in this state of a Fictitious Business Name in violation of the rights of another under Federal, State, or common law (See section 1411 et seq. Business and Professions Code)Publish: Mountain Views News Dates Pub: May 09, 16, 23, 30, 2015 bbox=[10, 309, 221, 427]
